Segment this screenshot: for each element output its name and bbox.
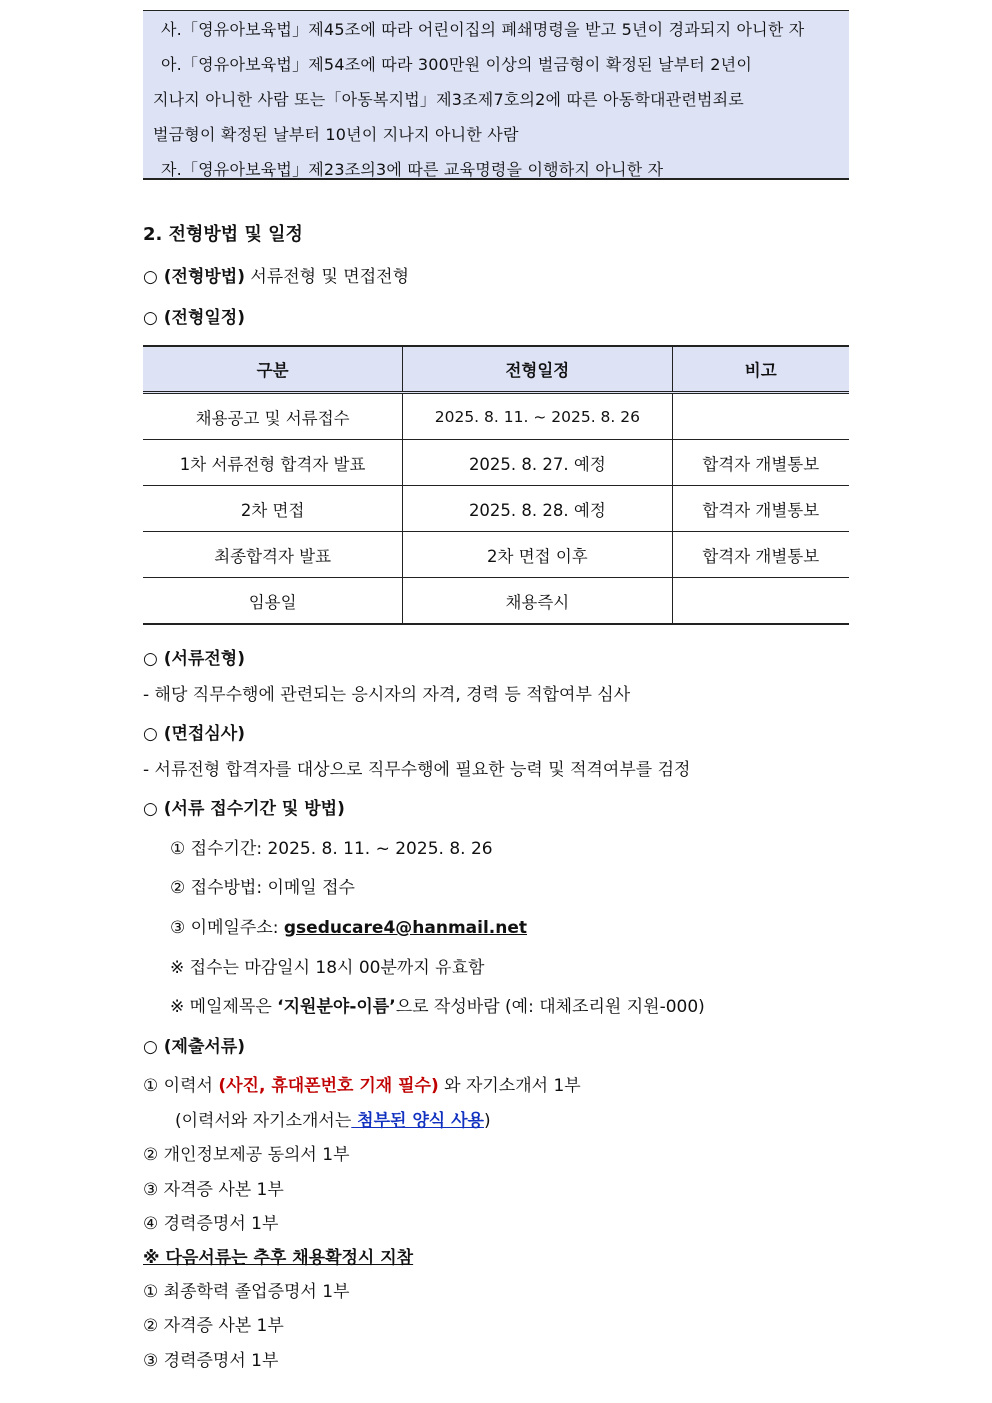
document-item-1-note xyxy=(175,1106,491,1131)
doc1-required-note: (사진, 휴대폰번호 기재 필수) xyxy=(218,1076,439,1096)
submission-period: ① 접수기간: 2025. 8. 11. ~ 2025. 8. 26 xyxy=(170,839,493,859)
box-line-3: 지나지 아니한 사람 또는「아동복지법」제3조제7호의2에 따른 아동학대관련범죄로 xyxy=(153,90,744,109)
email-prefix: ③ 이메일주소: xyxy=(170,918,284,938)
table-cell: 2025. 8. 28. 예정 xyxy=(403,486,672,532)
table-cell: 1차 서류전형 합격자 발표 xyxy=(143,440,403,486)
box-line-4: 벌금형이 확정된 날부터 10년이 지나지 아니한 사람 xyxy=(153,125,519,144)
box-line-1: 사.「영유아보육법」제45조에 따라 어린이집의 폐쇄명령을 받고 5년이 경과되지 아니한 자 xyxy=(161,20,805,39)
interview-label: ○ (면접심사) xyxy=(143,724,245,744)
header-remarks: 비고 xyxy=(672,346,849,393)
table-row xyxy=(143,578,849,625)
doc-review-text: - 해당 직무수행에 관련되는 응시자의 자격, 경력 등 적합여부 심사 xyxy=(143,685,631,705)
table-row xyxy=(143,440,849,486)
submission-label: ○ (서류 접수기간 및 방법) xyxy=(143,799,345,819)
table-cell: 2025. 8. 11. ~ 2025. 8. 26 xyxy=(403,393,672,440)
schedule-label: ○ (전형일정) xyxy=(143,308,245,328)
disqualification-box xyxy=(143,10,849,180)
table-header-row xyxy=(143,346,849,393)
document-item-1 xyxy=(143,1071,581,1096)
later-document-2: ② 자격증 사본 1부 xyxy=(143,1316,284,1336)
box-line-5: 자.「영유아보육법」제23조의3에 따른 교육명령을 이행하지 아니한 자 xyxy=(161,160,664,179)
doc-review-label: ○ (서류전형) xyxy=(143,649,245,669)
doc1b-post: ) xyxy=(483,1111,491,1131)
submission-method: ② 접수방법: 이메일 접수 xyxy=(170,878,355,898)
attached-form-note: 첨부된 양식 사용 xyxy=(351,1111,484,1131)
method-line xyxy=(143,262,409,287)
later-documents-title: ※ 다음서류는 추후 채용확정시 지참 xyxy=(143,1248,414,1268)
table-cell: 채용공고 및 서류접수 xyxy=(143,393,403,440)
table-row xyxy=(143,393,849,440)
method-text: 서류전형 및 면접전형 xyxy=(244,267,409,287)
box-line-2: 아.「영유아보육법」제54조에 따라 300만원 이상의 벌금형이 확정된 날부터 2년이 xyxy=(161,55,752,74)
table-cell: 2025. 8. 27. 예정 xyxy=(403,440,672,486)
note-subject-post: 으로 작성바람 (예: 대체조리원 지원-000) xyxy=(395,997,705,1017)
note-subject-pre: ※ 메일제목은 xyxy=(170,997,278,1017)
email-link[interactable]: gseducare4@hanmail.net xyxy=(283,918,528,938)
table-cell: 합격자 개별통보 xyxy=(672,532,849,578)
table-cell: 최종합격자 발표 xyxy=(143,532,403,578)
submission-note-subject xyxy=(170,992,705,1017)
doc1-post: 와 자기소개서 1부 xyxy=(438,1076,581,1096)
document-item-3: ③ 자격증 사본 1부 xyxy=(143,1180,284,1200)
table-cell: 2차 면접 이후 xyxy=(403,532,672,578)
note-subject-bold: ‘지원분야-이름’ xyxy=(277,997,396,1017)
table-cell: 임용일 xyxy=(143,578,403,625)
interview-text: - 서류전형 합격자를 대상으로 직무수행에 필요한 능력 및 적격여부를 검정 xyxy=(143,760,691,780)
table-cell: 합격자 개별통보 xyxy=(672,440,849,486)
documents-label: ○ (제출서류) xyxy=(143,1037,245,1057)
header-schedule: 전형일정 xyxy=(403,346,672,393)
method-label: ○ (전형방법) xyxy=(143,267,245,287)
table-row xyxy=(143,532,849,578)
table-cell xyxy=(672,578,849,625)
submission-note-deadline: ※ 접수는 마감일시 18시 00분까지 유효함 xyxy=(170,958,485,978)
table-cell xyxy=(672,393,849,440)
section-title: 2. 전형방법 및 일정 xyxy=(143,224,303,245)
document-item-2: ② 개인정보제공 동의서 1부 xyxy=(143,1145,350,1165)
later-document-1: ① 최종학력 졸업증명서 1부 xyxy=(143,1282,350,1302)
doc1b-pre: (이력서와 자기소개서는 xyxy=(175,1111,352,1131)
document-item-4: ④ 경력증명서 1부 xyxy=(143,1214,279,1234)
submission-email-line xyxy=(170,913,527,938)
table-cell: 2차 면접 xyxy=(143,486,403,532)
table-cell: 채용즉시 xyxy=(403,578,672,625)
later-document-3: ③ 경력증명서 1부 xyxy=(143,1351,279,1371)
table-cell: 합격자 개별통보 xyxy=(672,486,849,532)
doc1-pre: ① 이력서 xyxy=(143,1076,219,1096)
header-category: 구분 xyxy=(143,346,403,393)
table-row xyxy=(143,486,849,532)
schedule-table xyxy=(143,345,849,625)
